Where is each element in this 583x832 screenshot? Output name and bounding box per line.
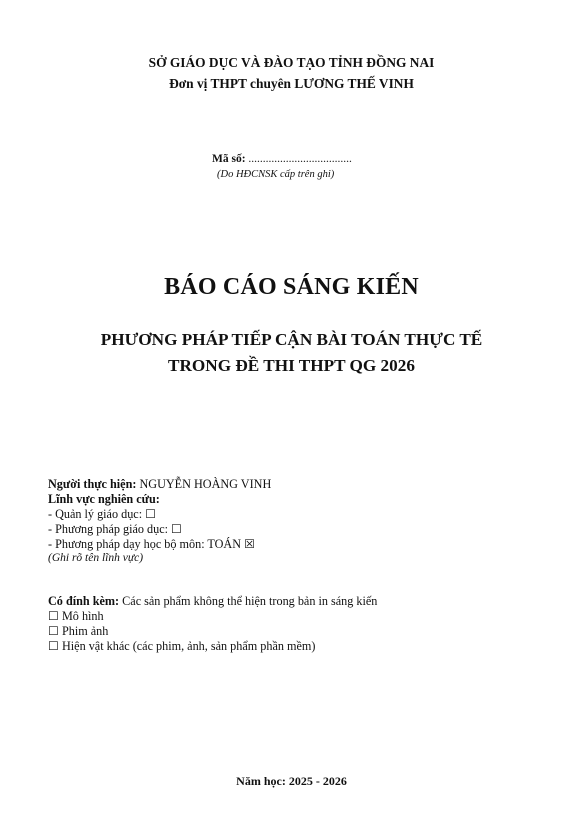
- field-item: - Quản lý giáo dục: ☐: [48, 507, 157, 521]
- department-heading: SỞ GIÁO DỤC VÀ ĐÀO TẠO TỈNH ĐỒNG NAI: [148, 55, 435, 70]
- field-label: Lĩnh vực nghiên cứu:: [48, 492, 160, 506]
- attachment-item: ☐ Phim ảnh: [48, 624, 109, 638]
- code-dots: ....................................: [245, 153, 352, 165]
- attachment-item: ☐ Hiện vật khác (các phim, ảnh, sản phẩm phần mềm): [48, 639, 316, 653]
- attachment-line: [48, 594, 377, 609]
- field-note: (Ghi rõ tên lĩnh vực): [48, 552, 144, 564]
- field-item: - Phương pháp dạy học bộ môn: TOÁN ☒: [48, 537, 256, 551]
- field-item: - Phương pháp giáo dục: ☐: [48, 522, 182, 536]
- attachment-text: Các sản phẩm không thể hiện trong bản in sáng kiến: [119, 594, 378, 608]
- code-note: (Do HĐCNSK cấp trên ghi): [217, 169, 335, 180]
- attachment-item: ☐ Mô hình: [48, 609, 104, 623]
- school-year: Năm học: 2025 - 2026: [236, 774, 347, 788]
- author-line: [48, 477, 271, 492]
- unit-heading: Đơn vị THPT chuyên LƯƠNG THẾ VINH: [169, 76, 414, 91]
- code-line: [212, 153, 352, 165]
- code-label: Mã số:: [212, 153, 246, 165]
- author-label: Người thực hiện:: [48, 477, 137, 491]
- report-title: BÁO CÁO SÁNG KIẾN: [164, 274, 419, 300]
- author-name: NGUYỄN HOÀNG VINH: [136, 477, 272, 491]
- report-subtitle-line1: PHƯƠNG PHÁP TIẾP CẬN BÀI TOÁN THỰC TẾ: [100, 330, 483, 349]
- attachment-label: Có đính kèm:: [48, 594, 120, 608]
- report-subtitle-line2: TRONG ĐỀ THI THPT QG 2026: [168, 356, 415, 375]
